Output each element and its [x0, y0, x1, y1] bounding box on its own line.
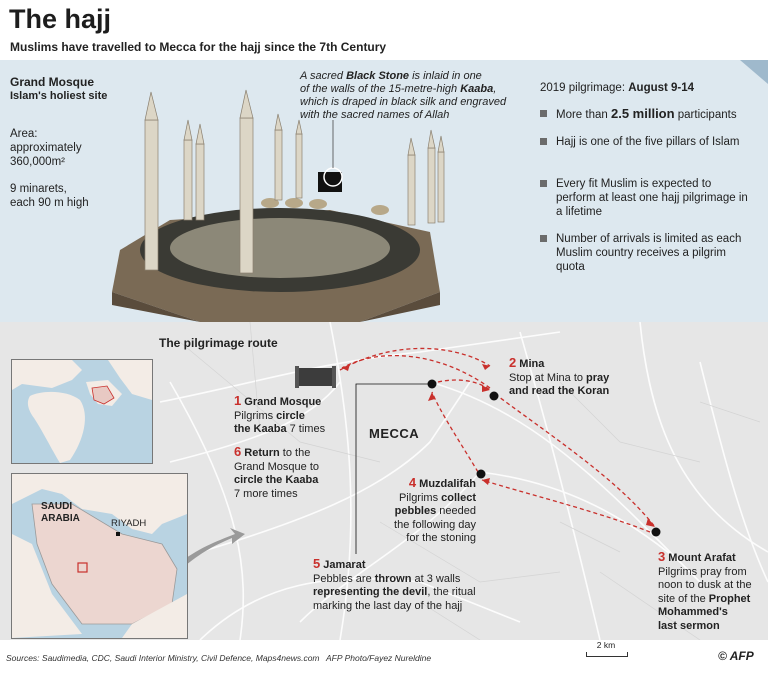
saudi-map-shapes — [12, 474, 187, 638]
mosque-minarets-2: each 90 m high — [10, 197, 89, 209]
mosque-area-value-1: approximately — [10, 142, 82, 154]
inset-saudi-map — [11, 473, 188, 639]
scale-label: 2 km — [596, 640, 616, 650]
route-heading: The pilgrimage route — [159, 336, 278, 350]
pilgrimage-date-heading: 2019 pilgrimage: August 9-14 — [540, 82, 695, 94]
scale-bar-line — [586, 652, 628, 657]
infographic-title: The hajj — [9, 4, 112, 34]
city-label-mecca: MECCA — [369, 426, 420, 441]
mosque-area-label: Area: — [10, 128, 38, 140]
city-label-riyadh: RIYADH — [111, 518, 147, 529]
country-label-saudi-arabia: SAUDI ARABIA — [41, 501, 80, 524]
grand-mosque-panel: Grand Mosque Islam's holiest site Area: approximately 360,000m² 9 minarets, each 90 m high A sacred Black Stone is inlaid in one of the walls of the 15-metre-high Kaaba, which is draped in black silk and engraved with the sacred names of Allah 2019 pilgrimage: August 9-14 More than 2.5 million participants Hajj is one of the five pillars of Islam Every fit Muslim is expected to perform at least one hajj pilgrimage in a lifetime Number of arrivals is limited as each Muslim country receives a pilgrim quota — [0, 60, 768, 322]
mina-dot — [490, 392, 499, 401]
mosque-area-value-2: 360,000m² — [10, 156, 65, 168]
muzdalifah-dot — [477, 470, 486, 479]
mosque-minarets-1: 9 minarets, — [10, 183, 67, 195]
arafat-dot — [652, 528, 661, 537]
stop-1-grand-mosque: 1 Grand Mosque Pilgrims circle the Kaaba 7 times — [234, 393, 326, 435]
photo-credit: AFP Photo/Fayez Nureldine — [326, 653, 432, 663]
stop-3-mount-arafat: 3 Mount Arafat Pilgrims pray from noon to dusk at the site of the Prophet Mohammed's last sermon — [658, 549, 752, 632]
infographic-subtitle: Muslims have travelled to Mecca for the hajj since the 7th Century — [10, 40, 387, 54]
sources-text: Sources: Saudimedia, CDC, Saudi Interior Ministry, Civil Defence, Maps4news.com — [6, 653, 320, 663]
black-stone-note: A sacred Black Stone is inlaid in one of the walls of the 15-metre-high Kaaba, which is draped in black silk and engraved with the sacred names of Allah — [300, 70, 507, 121]
inset-world-map — [11, 359, 153, 464]
stop-5-jamarat: 5 Jamarat Pebbles are thrown at 3 walls representing the devil, the ritual marking the last day of the hajj — [313, 556, 476, 612]
stop-6-return: 6 Return to the Grand Mosque to circle the Kaaba 7 more times — [234, 444, 319, 500]
mosque-tagline: Islam's holiest site — [10, 90, 108, 102]
footer — [0, 640, 768, 673]
mosque-name: Grand Mosque — [10, 75, 95, 89]
world-map-shapes — [12, 360, 152, 463]
stop-2-mina: 2 Mina Stop at Mina to pray and read the Koran — [509, 355, 610, 397]
grand-mosque-marker — [295, 366, 336, 388]
stop-4-muzdalifah: 4 Muzdalifah Pilgrims collect pebbles needed the following day for the stoning — [394, 475, 476, 544]
afp-logo: © AFP — [718, 649, 754, 663]
